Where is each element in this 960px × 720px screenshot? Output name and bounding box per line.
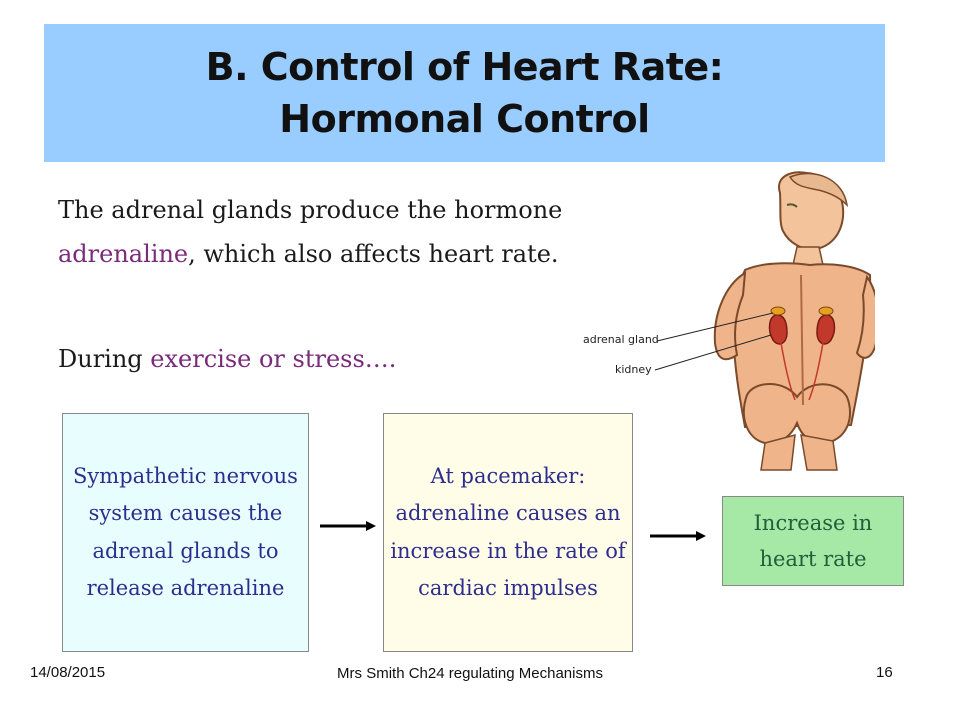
flow-box-sympathetic: Sympathetic nervous system causes the adrenal glands to release adrenaline: [62, 413, 309, 652]
footer-date: 14/08/2015: [30, 664, 106, 681]
intro-paragraph: [58, 188, 598, 276]
flow-box-result: Increase in heart rate: [722, 496, 904, 586]
intro-text-part2: , which also affects heart rate.: [188, 240, 559, 268]
slide-title-line2: Hormonal Control: [279, 97, 650, 141]
title-banner: [44, 24, 885, 162]
intro-text-part1: The adrenal glands produce the hormone: [58, 196, 563, 224]
slide-title-line1: B. Control of Heart Rate:: [205, 45, 724, 89]
exercise-line: [58, 339, 578, 379]
footer-page-number: 16: [876, 664, 893, 681]
label-kidney: kidney: [615, 363, 652, 376]
flow-box-pacemaker: At pacemaker: adrenaline causes an increase in the rate of cardiac impulses: [383, 413, 633, 652]
arrow-right-icon: [648, 528, 708, 544]
footer-title: Mrs Smith Ch24 regulating Mechanisms: [337, 665, 603, 682]
exercise-highlight: exercise or stress….: [150, 345, 397, 373]
arrow-right-icon: [318, 518, 378, 534]
intro-highlight-adrenaline: adrenaline: [58, 240, 189, 268]
label-adrenal-gland: adrenal gland: [583, 333, 659, 346]
exercise-prefix: During: [58, 345, 151, 373]
